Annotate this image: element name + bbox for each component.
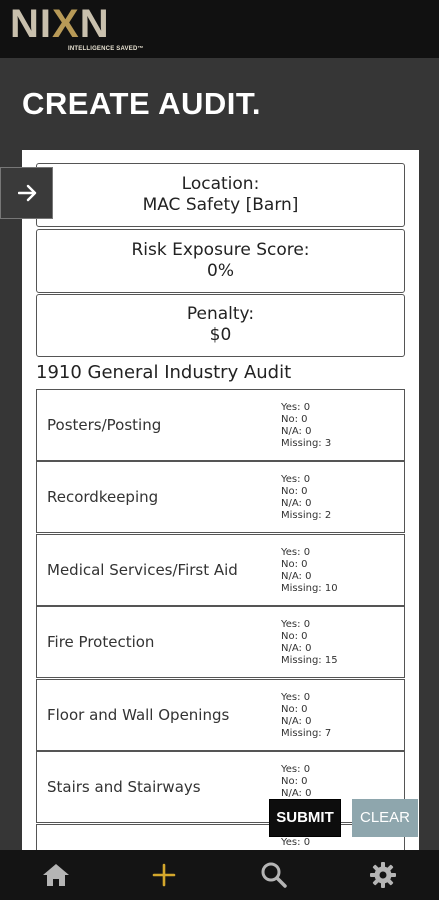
penalty-box: [36, 294, 405, 357]
na-count: N/A: 0: [281, 571, 312, 582]
yes-count: Yes: 0: [281, 547, 311, 558]
arrow-right-icon: [18, 184, 38, 202]
add-icon: [152, 863, 176, 887]
section-name: Fire Protection: [47, 633, 155, 651]
nav-search[interactable]: [249, 850, 299, 900]
expand-drawer-button[interactable]: [0, 167, 53, 219]
risk-score-label: Risk Exposure Score:: [131, 240, 310, 260]
location-box: [36, 163, 405, 227]
section-stats: [281, 474, 331, 522]
audit-card: [22, 150, 419, 850]
nav-add[interactable]: [139, 850, 189, 900]
no-count: No: 0: [281, 631, 308, 642]
logo-tagline: INTELLIGENCE SAVED™: [68, 46, 144, 52]
missing-count: Missing: 10: [281, 583, 338, 594]
audit-section-row[interactable]: [36, 824, 405, 850]
section-name: Posters/Posting: [47, 416, 162, 434]
no-count: No: 0: [281, 559, 308, 570]
audit-section-row[interactable]: [36, 461, 405, 533]
audit-section-row[interactable]: [36, 389, 405, 461]
no-count: No: 0: [281, 486, 308, 497]
section-stats: [281, 837, 310, 849]
missing-count: Missing: 3: [281, 438, 332, 449]
location-value: MAC Safety [Barn]: [142, 195, 299, 215]
audit-section-row[interactable]: [36, 751, 405, 823]
top-bar: [0, 0, 439, 58]
logo-wordmark: N I X N: [10, 2, 110, 46]
settings-icon: [369, 861, 397, 889]
section-stats: [281, 764, 311, 800]
na-count: N/A: 0: [281, 716, 312, 727]
na-count: N/A: 0: [281, 426, 312, 437]
yes-count: Yes: 0: [281, 474, 311, 485]
home-icon: [41, 862, 71, 888]
audit-title: 1910 General Industry Audit: [36, 362, 292, 383]
risk-score-value: 0%: [207, 261, 234, 281]
no-count: No: 0: [281, 704, 308, 715]
no-count: No: 0: [281, 776, 308, 787]
section-stats: [281, 402, 331, 450]
audit-section-row[interactable]: [36, 534, 405, 606]
missing-count: Missing: 2: [281, 510, 332, 521]
no-count: No: 0: [281, 414, 308, 425]
bottom-nav: [0, 850, 439, 900]
section-stats: [281, 619, 338, 667]
location-label: Location:: [181, 174, 260, 194]
yes-count: Yes: 0: [281, 764, 311, 775]
audit-section-row[interactable]: [36, 606, 405, 678]
na-count: N/A: 0: [281, 498, 312, 509]
risk-score-box: [36, 229, 405, 293]
yes-count: Yes: 0: [281, 692, 311, 703]
section-name: Recordkeeping: [47, 488, 159, 506]
nixn-logo: [10, 2, 144, 56]
search-icon: [260, 861, 288, 889]
na-count: N/A: 0: [281, 643, 312, 654]
penalty-label: Penalty:: [186, 304, 255, 324]
yes-count: Yes: 0: [281, 619, 311, 630]
missing-count: Missing: 7: [281, 728, 332, 739]
penalty-value: $0: [209, 325, 232, 345]
audit-section-row[interactable]: [36, 679, 405, 751]
page-title: CREATE AUDIT.: [22, 86, 261, 121]
nav-home[interactable]: [31, 850, 81, 900]
yes-count: Yes: 0: [281, 837, 311, 848]
section-name: Stairs and Stairways: [47, 778, 201, 796]
na-count: N/A: 0: [281, 788, 312, 799]
missing-count: Missing: 15: [281, 655, 338, 666]
section-name: Floor and Wall Openings: [47, 706, 230, 724]
submit-button[interactable]: SUBMIT: [269, 799, 341, 837]
section-stats: [281, 692, 331, 740]
nav-settings[interactable]: [358, 850, 408, 900]
section-stats: [281, 547, 338, 595]
section-name: Medical Services/First Aid: [47, 561, 238, 579]
clear-button[interactable]: CLEAR: [352, 799, 418, 837]
yes-count: Yes: 0: [281, 402, 311, 413]
